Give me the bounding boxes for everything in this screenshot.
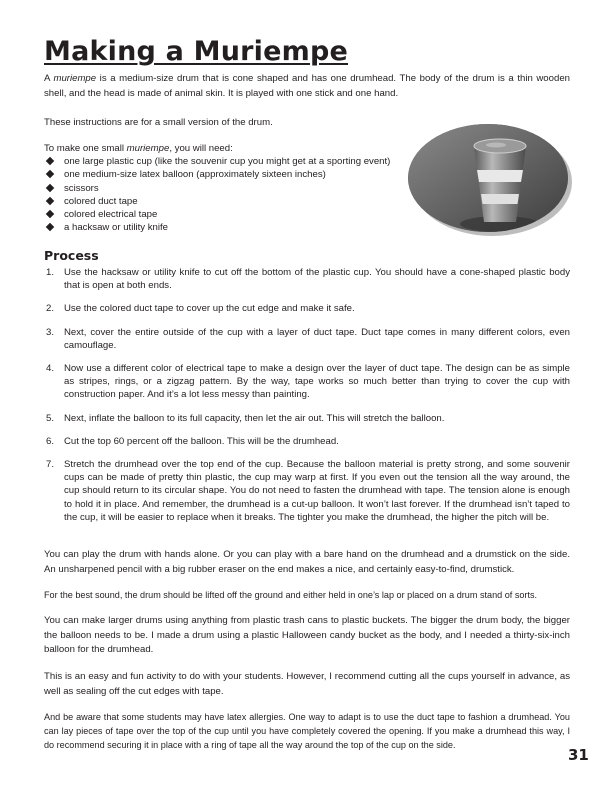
step-number: 5. [46,412,55,424]
material-label: colored duct tape [64,195,138,207]
step-text: Use the hacksaw or utility knife to cut off the bottom of the plastic cup. You should have a cone-shaped plastic body that is open at both ends. [64,267,570,292]
step-number: 1. [46,267,55,278]
process-step [44,266,570,292]
process-step [44,362,570,402]
step-number: 2. [46,303,55,315]
drum-tape-stripe [477,170,523,182]
process-step [44,412,570,425]
diamond-bullet-icon [46,210,54,218]
body-paragraph: You can make larger drums using anything from plastic trash cans to plastic buckets. The bigger the drum body, the bigger the balloon needs to be. I made a drum using a plastic Halloween candy bucket as the body, and I needed a thirty-six-inch balloon for the drumhead. [44,615,570,656]
step-number: 3. [46,326,55,338]
material-label: scissors [64,182,99,194]
body-paragraph: You can play the drum with hands alone. Or you can play with a bare hand on the drumhead and a drumstick on the side. An unsharpened pencil with a big rubber eraser on the end makes a nice, and certainly easy-to-find, drumstick. [44,549,570,575]
process-step [44,458,570,524]
material-label: one medium-size latex balloon (approximately sixteen inches) [64,169,326,181]
drum-photo [408,124,568,232]
small-version-note: These instructions are for a small version of the drum. [44,117,273,128]
materials-intro-suffix: , you will need: [169,143,233,154]
body-paragraph: For the best sound, the drum should be lifted off the ground and either held in one’s lap or placed on a drum stand of sorts. [44,590,538,600]
step-text: Stretch the drumhead over the top end of the cup. Because the balloon material is pretty strong, and some souvenir cups can be made of pretty thin plastic, the cup may warp at first. If you even out the tension all the way around, the cup should return to its circular shape. You do not need to fasten the drumhead with tape. The tension alone is enough to hold it in place. And remember, the drumhead is a cut-up balloon. It won’t last forever. If the drumhead isn’t taped to the cup, it will be easier to replace when it breaks. The tighter you make the drumhead, the higher the pitch will be. [64,459,570,523]
page-title: Making a Muriempe [44,36,349,67]
diamond-bullet-icon [46,223,54,231]
drumhead-highlight [486,143,506,148]
body-paragraph: This is an easy and fun activity to do with your students. However, I recommend cutting all the cups yourself in advance, as well as sealing off the cut edges with tape. [44,671,570,697]
process-step [44,302,570,315]
materials-intro-term: muriempe [126,143,170,154]
process-step [44,435,570,448]
process-steps [44,266,570,524]
intro-article: A [44,73,54,84]
diamond-bullet-icon [46,157,54,165]
materials-list-item [44,168,424,181]
page-number: 31 [568,746,589,764]
materials-list-item [44,155,424,168]
materials-intro-prefix: To make one small [44,143,127,154]
material-label: a hacksaw or utility knife [64,222,168,234]
drum-photo-illustration [408,124,568,232]
material-label: one large plastic cup (like the souvenir cup you might get at a sporting event) [64,156,391,167]
step-number: 4. [46,363,55,375]
step-text: Use the colored duct tape to cover up the cut edge and make it safe. [64,303,355,315]
step-text: Next, inflate the balloon to its full capacity, then let the air out. This will stretch the balloon. [64,412,445,424]
step-number: 7. [46,459,55,471]
intro-term: muriempe [53,73,97,84]
intro-paragraph [44,72,570,101]
drum-tape-stripe [481,194,519,204]
process-heading: Process [44,248,99,263]
step-text: Cut the top 60 percent off the balloon. This will be the drumhead. [64,435,339,447]
diamond-bullet-icon [46,197,54,205]
process-step [44,326,570,352]
materials-list [44,155,424,235]
materials-list-item [44,182,424,195]
step-number: 6. [46,435,55,447]
material-label: colored electrical tape [64,209,158,221]
diamond-bullet-icon [46,183,54,191]
intro-text: is a medium-size drum that is cone shaped and has one drumhead. The body of the drum is a thin wooden shell, and the head is made of animal skin. It is played with one stick and one hand. [44,73,570,99]
materials-list-item [44,208,424,221]
materials-list-item [44,221,424,234]
body-paragraph: And be aware that some students may have latex allergies. One way to adapt is to use the duct tape to fashion a drumhead. You can lay pieces of tape over the top of the cup until you have completely covered the opening. If you make a drumhead this way, I do recommend securing it in place with a ring of tape all the way around the top of the cup on the side. [44,712,570,751]
step-text: Next, cover the entire outside of the cup with a layer of duct tape. Duct tape comes in many different colors, even camouflage. [64,326,570,351]
diamond-bullet-icon [46,170,54,178]
step-text: Now use a different color of electrical tape to make a design over the layer of duct tape. The design can be as simple as stripes, rings, or a zigzag pattern. By the way, tape works so much better than trying to cover the cup with construction paper. And it’s a lot less messy than painting. [64,363,570,401]
materials-list-item [44,195,424,208]
